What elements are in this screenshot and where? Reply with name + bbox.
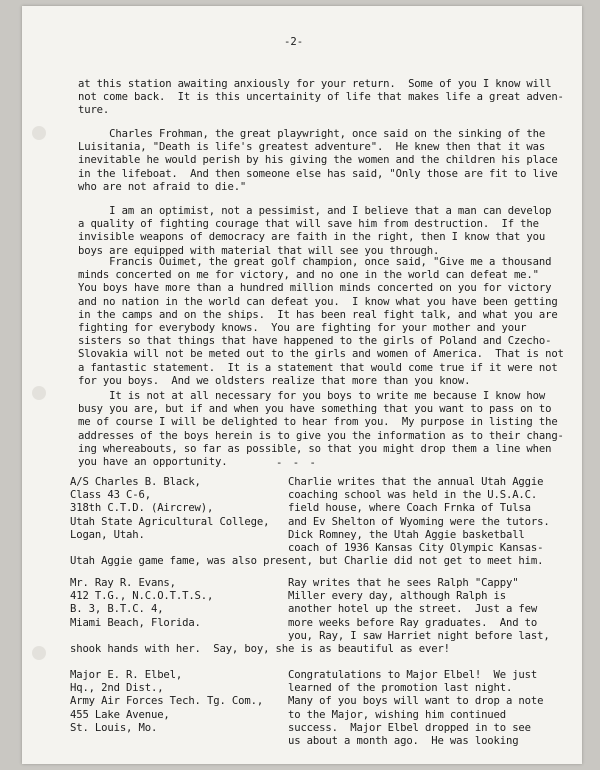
letter-page [22, 6, 582, 764]
binder-hole [32, 126, 46, 140]
entry-1-continuation: Utah Aggie game fame, was also present, but Charlie did not get to meet him. [70, 555, 544, 567]
section-divider: - - - [276, 457, 318, 469]
paragraph-5: It is not at all necessary for you boys to write me because I know how busy you are, but if and when you have something that you want to pass on to me of course I will be delighted to hear from you. My purpose in listing the addresses of the boys herein is to give you the information as to their chang- ing whereabouts, so far as possible, so that you might drop them a line when you have an opportunity. [78, 390, 564, 469]
paragraph-1: at this station awaiting anxiously for your return. Some of you I know will not come back. It is this uncertainity of life that makes life a great adven- ture. [78, 78, 564, 117]
paragraph-4: Francis Ouimet, the great golf champion, once said, "Give me a thousand minds concerted on me for victory, and no one in the world can defeat me." You boys have more than a hundred million minds concerted on you for victory and no nation in the world can defeat you. I know what you have been getting in the camps and on the ships. It has been real fight talk, and what you are fighting for everybody knows. You are fighting for your mother and your sisters so that things that have happened to the girls of Poland and Czecho- Slovakia will not be meted out to the girls and women of America. That is not a fantastic statement. It is a statement that would come true if it were not for you boys. And we oldsters realize that more than you know. [78, 256, 564, 387]
entry-2-address: Mr. Ray R. Evans, 412 T.G., N.C.O.T.T.S., B. 3, B.T.C. 4, Miami Beach, Florida. [70, 577, 214, 629]
binder-hole [32, 386, 46, 400]
binder-hole [32, 646, 46, 660]
paragraph-3: I am an optimist, not a pessimist, and I believe that a man can develop a quality of fighting courage that will save him from destruction. If the invisible weapons of democracy are faith in the right, then I know that you boys are equipped with material that will see you through. [78, 205, 552, 257]
page-number: -2- [284, 36, 304, 48]
entry-1-address: A/S Charles B. Black, Class 43 C-6, 318th C.T.D. (Aircrew), Utah State Agricultural College, Logan, Utah. [70, 476, 270, 541]
entry-2-continuation: shook hands with her. Say, boy, she is as beautiful as ever! [70, 643, 450, 655]
entry-3-address: Major E. R. Elbel, Hq., 2nd Dist., Army Air Forces Tech. Tg. Com., 455 Lake Avenue, St. Louis, Mo. [70, 669, 264, 734]
entry-1-note: Charlie writes that the annual Utah Aggie coaching school was held in the U.S.A.C. field house, where Coach Frnka of Tulsa and Ev Shelton of Wyoming were the tutors. Dick Romney, the Utah Aggie basketball coach of 1936 Kansas City Olympic Kansas- [288, 476, 550, 555]
paragraph-2: Charles Frohman, the great playwright, once said on the sinking of the Luisitania, "Death is life's greatest adventure". He knew then that it was inevitable he would perish by his giving the women and the children his place in the lifeboat. And then someone else has said, "Only those are fit to live who are not afraid to die." [78, 128, 558, 193]
entry-2-note: Ray writes that he sees Ralph "Cappy" Miller every day, although Ralph is another hotel up the street. Just a few more weeks before Ray graduates. And to you, Ray, I saw Harriet night before last, [288, 577, 550, 642]
entry-3-note: Congratulations to Major Elbel! We just learned of the promotion last night. Many of you boys will want to drop a note to the Major, wishing him continued success. Major Elbel dropped in to see us about a month ago. He was looking [288, 669, 544, 748]
